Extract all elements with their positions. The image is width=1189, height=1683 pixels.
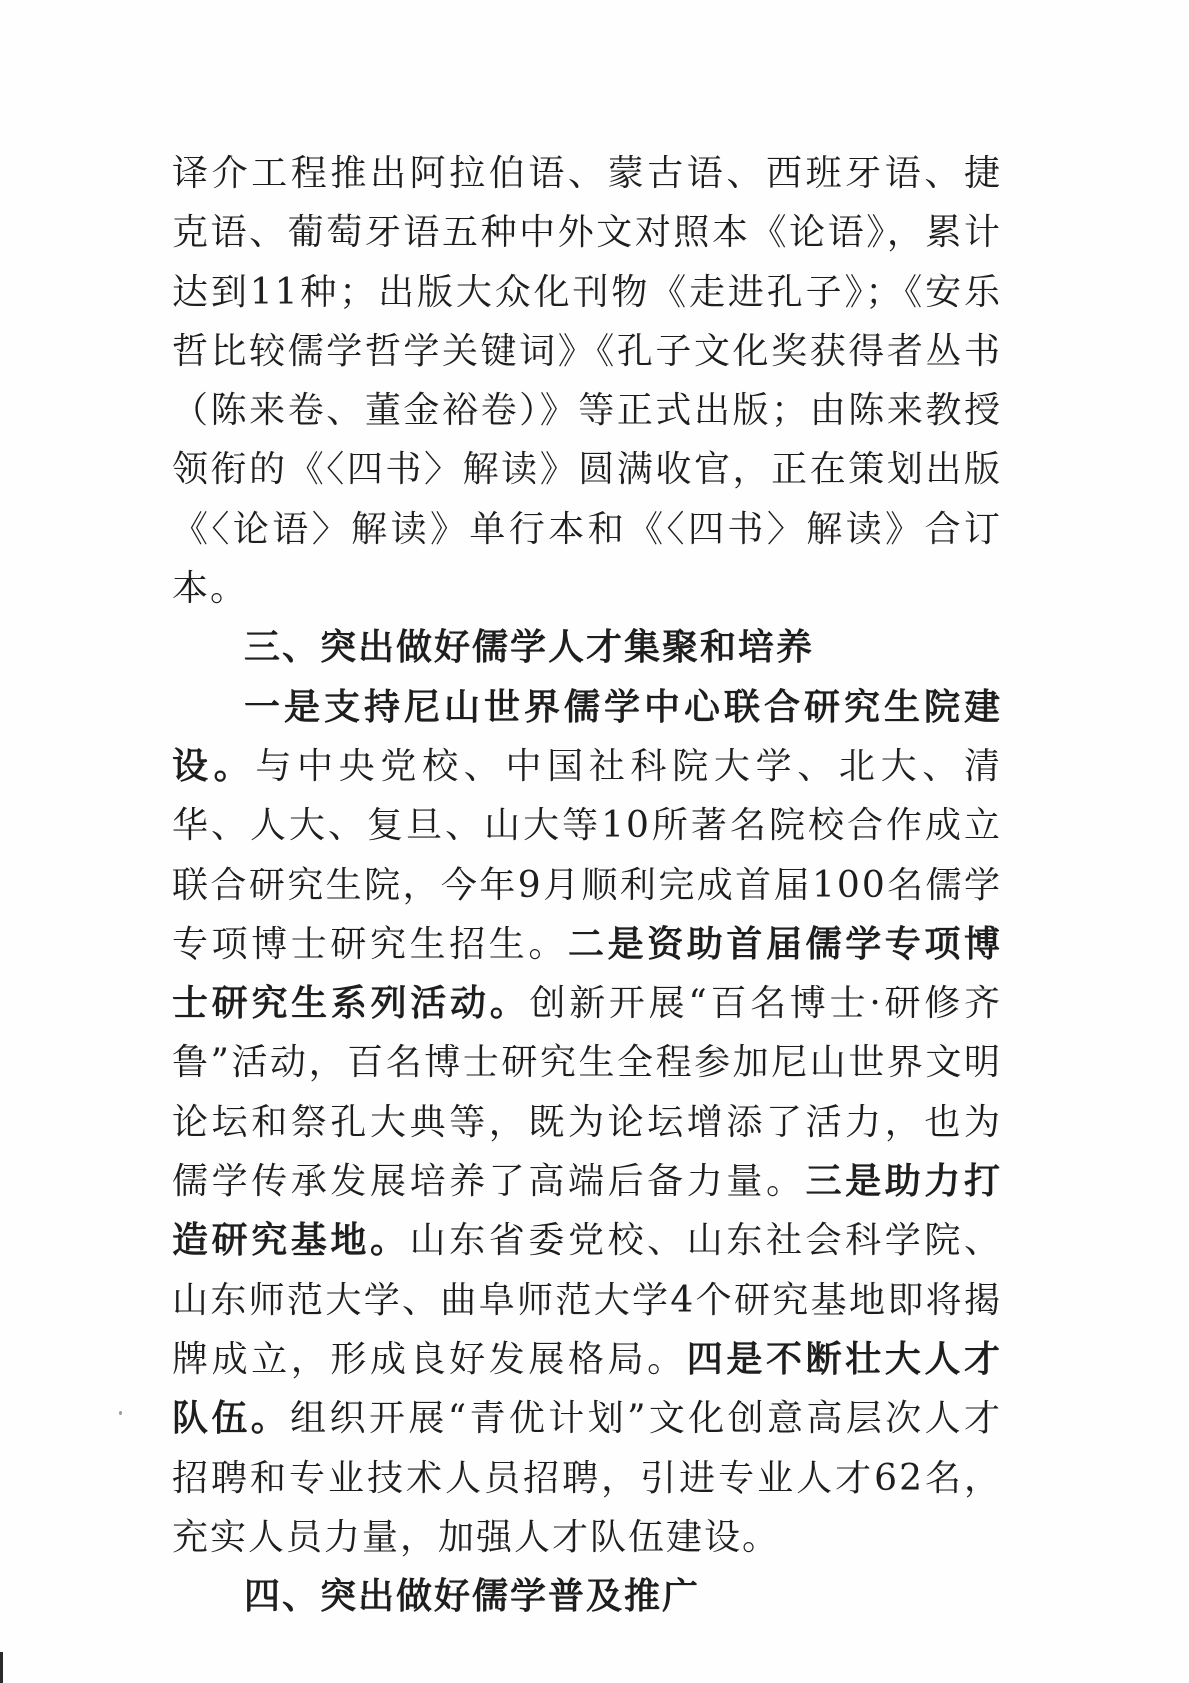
section-four-heading: 四、突出做好儒学普及推广 (244, 1576, 701, 1618)
point-two-body: 创新开展“百名博士·研修齐鲁”活动，百名博士研究生全程参加尼山世界文明论坛和祭孔大典等，既为论坛增添了活力，也为儒学传承发展培养了高端后备力量。 (172, 983, 1002, 1203)
scan-speck (119, 1411, 122, 1415)
scan-edge-mark (0, 1652, 3, 1683)
section-three-heading: 三、突出做好儒学人才集聚和培养 (244, 627, 815, 669)
document-body (172, 144, 1002, 1626)
point-three-title: 三是助力打造研究基地。 (172, 1160, 1002, 1262)
continued-paragraph: 译介工程推出阿拉伯语、蒙古语、西班牙语、捷克语、葡萄牙语五种中外文对照本《论语》，累计达到11种；出版大众化刊物《走进孔子》；《安乐哲比较儒学哲学关键词》《孔子文化奖获得者丛书（陈来卷、董金裕卷）》等正式出版；由陈来教授领衔的《〈四书〉解读》圆满收官，正在策划出版《〈论语〉解读》单行本和《〈四书〉解读》合订本。 (172, 153, 1002, 610)
point-two-title: 二是资助首届儒学专项博士研究生系列活动。 (172, 922, 1002, 1025)
point-three-body: 山东省委党校、山东社会科学院、山东师范大学、曲阜师范大学4个研究基地即将揭牌成立，形成良好发展格局。 (172, 1220, 1002, 1380)
point-one-body: 与中央党校、中国社科院大学、北大、清华、人大、复旦、山大等10所著名院校合作成立联合研究生院，今年9月顺利完成首届100名儒学专项博士研究生招生。 (172, 745, 1002, 965)
point-one-title: 一是支持尼山世界儒学中心联合研究生院建设。 (172, 685, 1002, 787)
point-four-body: 组织开展“青优计划”文化创意高层次人才招聘和专业技术人员招聘，引进专业人才62名，充实人员力量，加强人才队伍建设。 (172, 1398, 1002, 1558)
section-three-paragraph (172, 678, 1002, 1567)
point-four-title: 四是不断壮大人才队伍。 (172, 1337, 1002, 1440)
